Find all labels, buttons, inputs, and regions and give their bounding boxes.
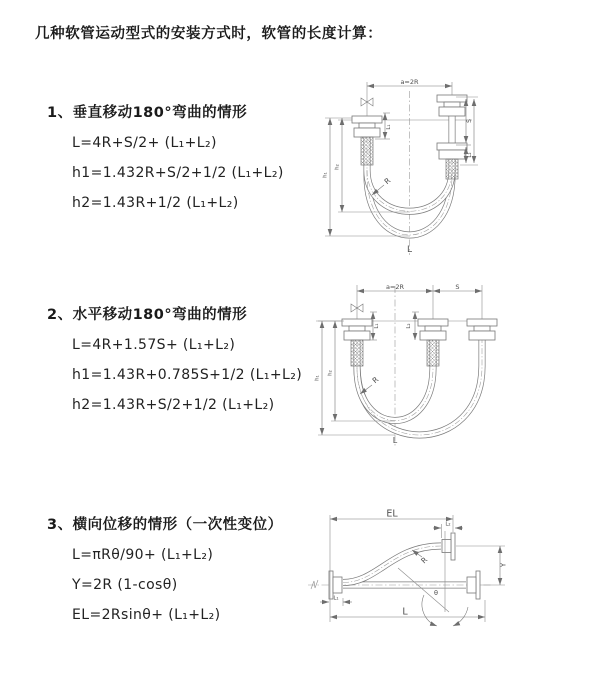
dim-label-h1: h₁ [314,375,321,381]
diagram-lateral-displacement [300,495,600,655]
formula-line: L=πRθ/90+ (L₁+L₂) [72,547,214,563]
dimension-lines [318,285,482,435]
dim-label-h1: h₁ [322,172,329,178]
dim-label-a2r: a=2R [385,283,405,291]
dimension-lines [320,515,505,622]
dim-label-a2r: a=2R [400,78,419,86]
dim-label-l1: L₁ [386,124,392,130]
diagram-vertical-180-bend [310,75,600,257]
formula-line: h2=1.43R+S/2+1/2 (L₁+L₂) [72,397,275,413]
section-1-heading: 1、垂直移动180°弯曲的情形 [47,105,248,121]
dim-label-s: S [466,119,473,123]
dim-label-l2: L₂ [406,323,412,329]
dim-label-l2: L₂ [445,521,451,528]
dimension-labels [333,509,507,618]
dim-label-l: L [392,436,398,445]
dim-label-l1: L₁ [333,595,339,602]
dim-label-r: R [382,175,393,187]
section-vertical-movement [47,104,284,212]
braided-section [361,137,373,165]
braided-section [427,340,439,366]
dim-label-y: Y [499,562,508,568]
dim-label-r: R [419,555,430,566]
dim-label-l1: L₁ [374,323,380,329]
dim-label-r: R [370,374,381,386]
formula-line: h1=1.43R+0.785S+1/2 (L₁+L₂) [72,367,303,383]
formula-line: h2=1.43R+1/2 (L₁+L₂) [72,195,239,211]
end-fittings [342,319,497,366]
dim-label-s: S [455,283,460,291]
dim-label-theta: θ [434,589,438,597]
formula-line: L=4R+1.57S+ (L₁+L₂) [72,337,236,353]
dim-label-l2: L₂ [467,152,473,158]
formula-line: h1=1.432R+S/2+1/2 (L₁+L₂) [72,165,284,181]
braided-section [351,340,363,366]
section-2-heading: 2、水平移动180°弯曲的情形 [47,307,248,323]
page-title: 几种软管运动型式的安装方式时，软管的长度计算： [35,26,383,42]
section-horizontal-movement [47,306,302,414]
formula-line: Y=2R (1-cosθ) [72,577,178,593]
formula-line: EL=2Rsinθ+ (L₁+L₂) [72,607,221,623]
pipe-break-icon [311,580,318,589]
hose-body [357,338,482,435]
dim-label-h2: h₂ [327,370,334,376]
dim-label-el: EL [386,508,398,520]
section-lateral-displacement [47,516,283,624]
dim-label-h2: h₂ [334,164,341,170]
section-3-heading: 3、横向位移的情形（一次性变位） [47,517,283,533]
dim-label-l: L [406,245,413,255]
diagram-horizontal-180-bend [310,278,600,450]
dim-label-l: L [402,606,408,618]
formula-line: L=4R+S/2+ (L₁+L₂) [72,135,217,151]
end-flanges [329,533,480,599]
braided-section [446,159,458,179]
